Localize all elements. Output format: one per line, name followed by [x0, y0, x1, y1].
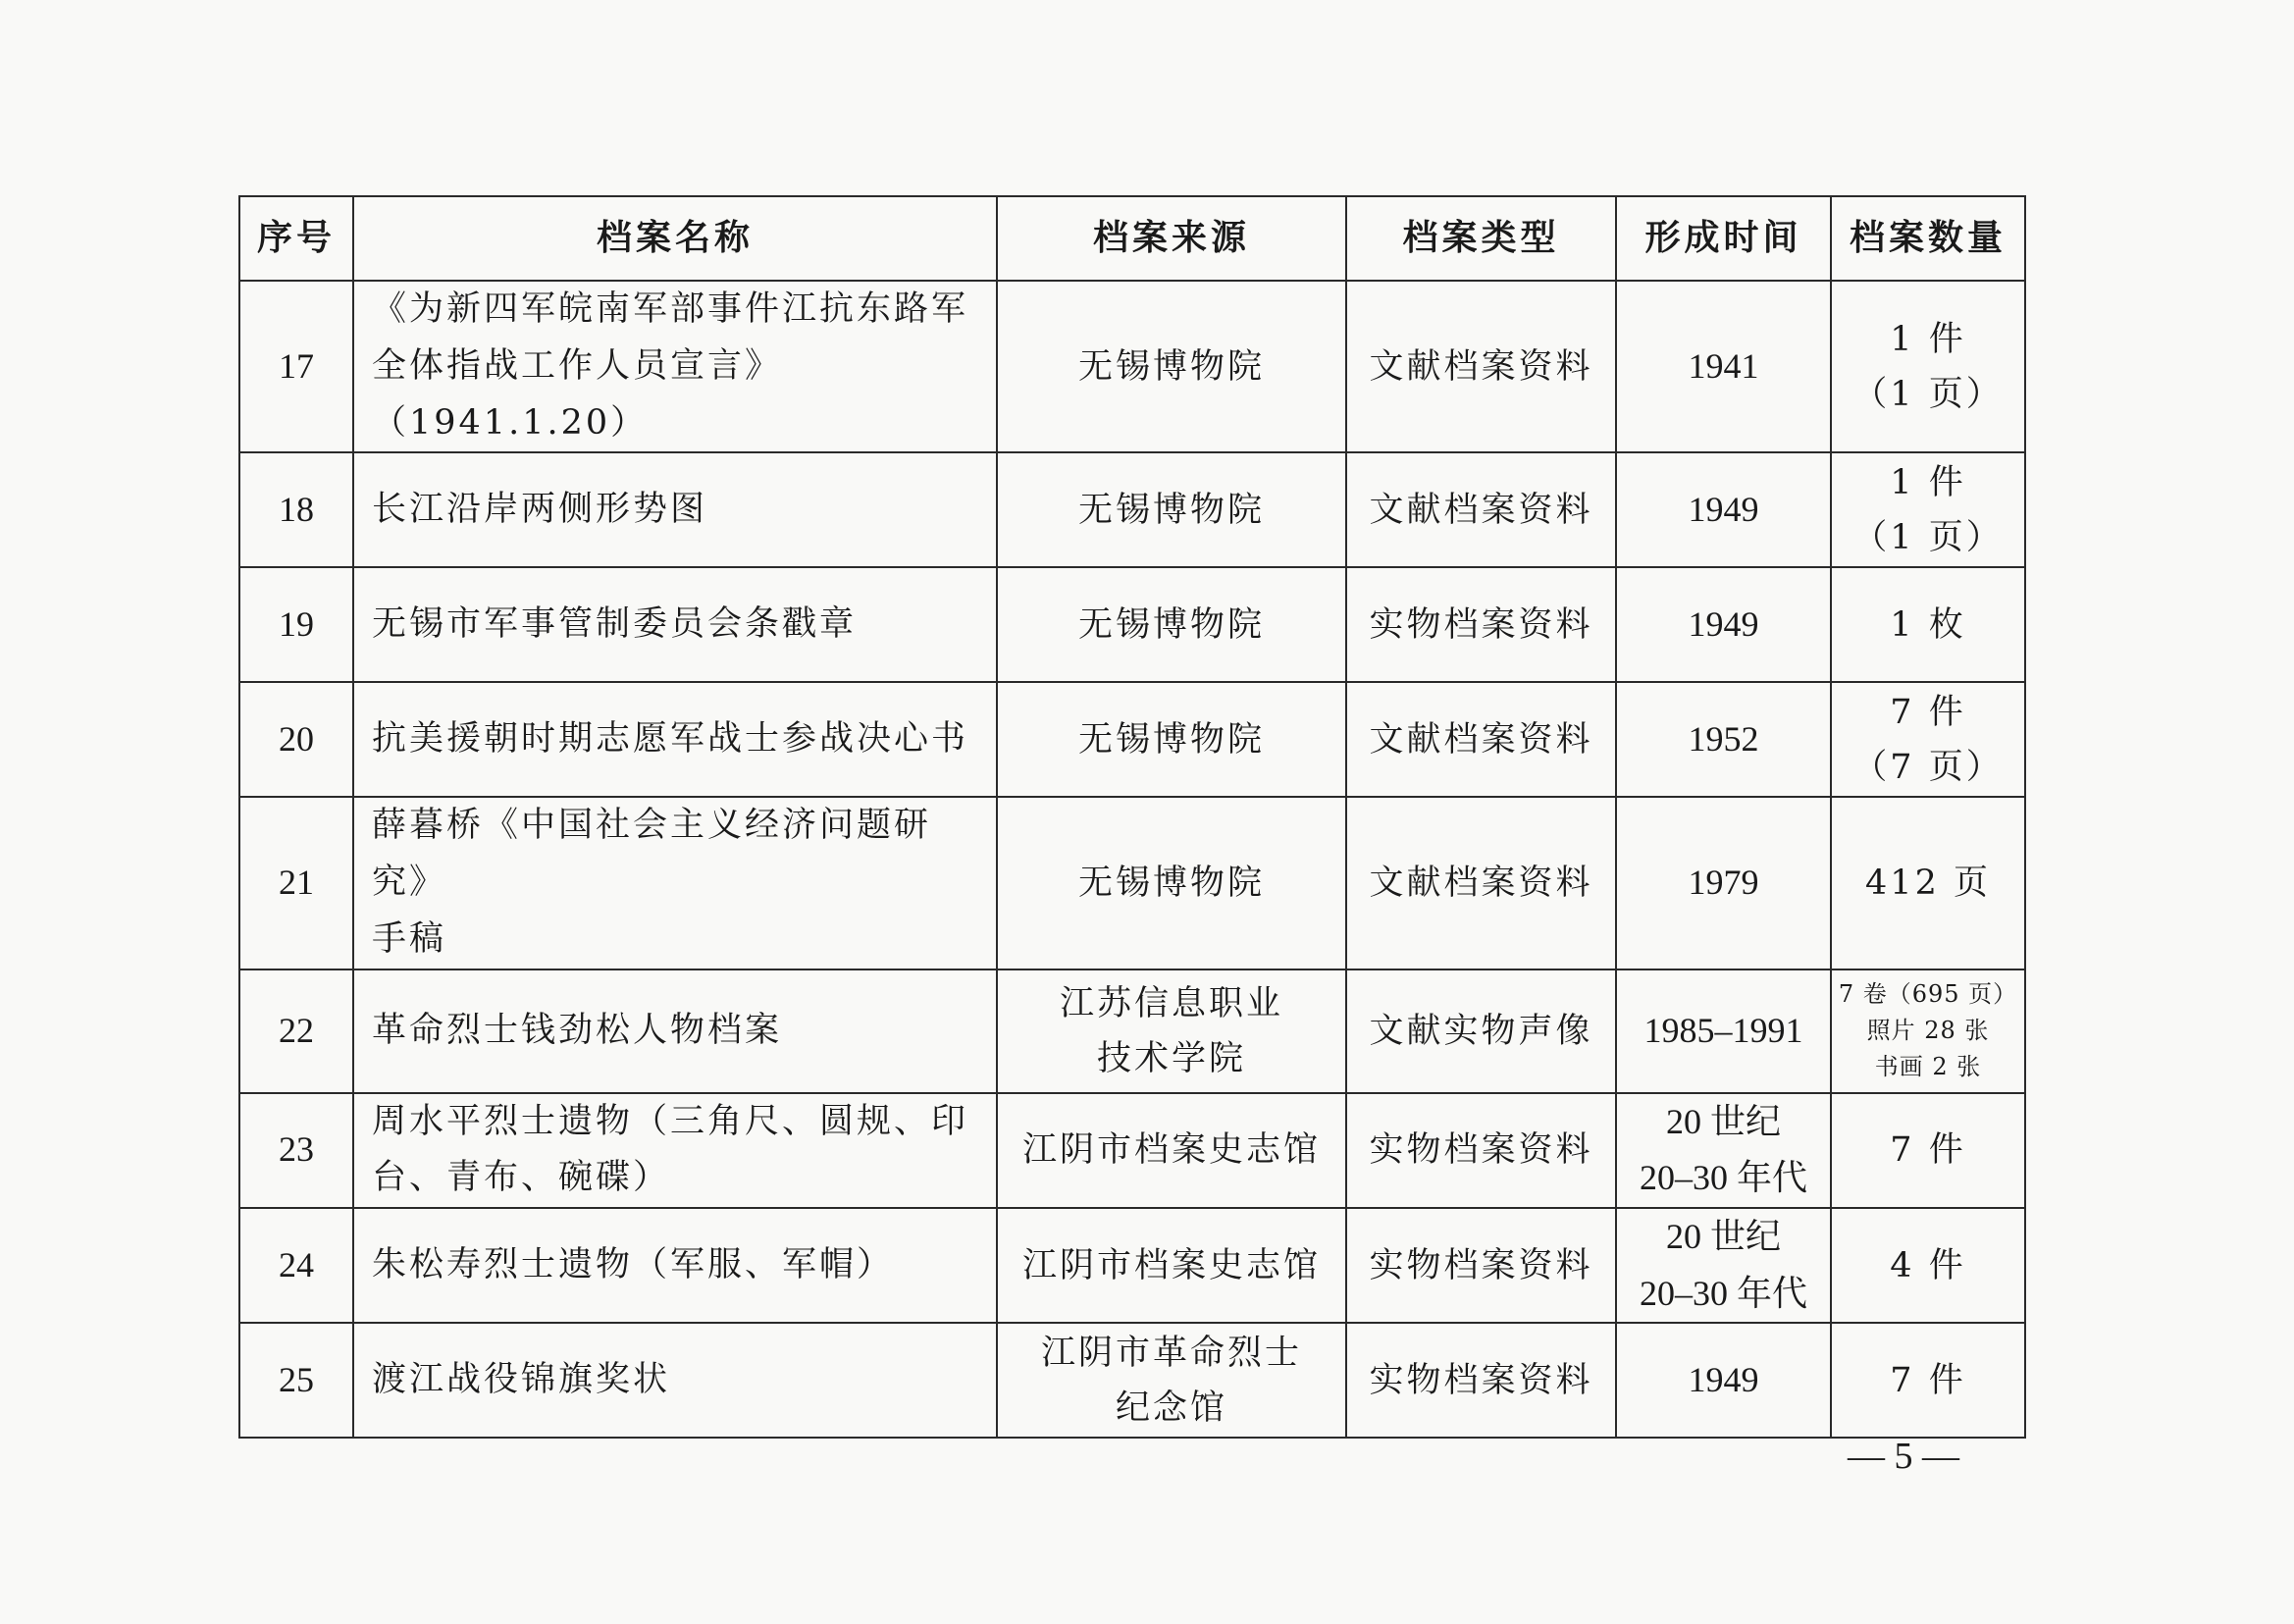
cell-line: 纪念馆 [1115, 1388, 1227, 1428]
cell-formation-time [1616, 1208, 1831, 1323]
cell-line: 无锡博物院 [1077, 863, 1265, 903]
cell-archive-type: 文献实物声像 [1346, 969, 1616, 1093]
table-row [239, 1093, 2025, 1209]
cell-archive-quantity [1831, 969, 2025, 1093]
table-row [239, 567, 2025, 682]
cell-archive-quantity [1831, 567, 2025, 682]
cell-line: 1949 [1688, 1359, 1759, 1399]
cell-archive-type: 实物档案资料 [1346, 1323, 1616, 1438]
cell-serial: 25 [239, 1323, 353, 1438]
cell-archive-source [997, 452, 1346, 567]
cell-archive-source [997, 567, 1346, 682]
header-formation-time: 形成时间 [1616, 196, 1831, 281]
cell-archive-name [353, 1208, 997, 1323]
table-body [239, 281, 2025, 1438]
cell-line: 技术学院 [1096, 1038, 1246, 1078]
cell-formation-time [1616, 281, 1831, 452]
header-archive-name: 档案名称 [353, 196, 997, 281]
cell-archive-type: 实物档案资料 [1346, 1093, 1616, 1209]
cell-archive-source [997, 1093, 1346, 1209]
cell-line: 台、青布、碗碟） [372, 1158, 671, 1198]
table-row [239, 969, 2025, 1093]
cell-archive-type: 实物档案资料 [1346, 567, 1616, 682]
cell-archive-name [353, 281, 997, 452]
cell-archive-quantity [1831, 1208, 2025, 1323]
cell-line: 江阴市档案史志馆 [1021, 1245, 1321, 1285]
cell-line: 抗美援朝时期志愿军战士参战决心书 [372, 718, 969, 759]
cell-formation-time [1616, 969, 1831, 1093]
cell-line: 1979 [1688, 863, 1759, 903]
table-row [239, 1208, 2025, 1323]
cell-formation-time [1616, 567, 1831, 682]
cell-archive-type: 实物档案资料 [1346, 1208, 1616, 1323]
cell-archive-source [997, 797, 1346, 969]
cell-archive-quantity [1831, 452, 2025, 567]
cell-serial: 17 [239, 281, 353, 452]
cell-line: 江阴市革命烈士 [1040, 1333, 1302, 1373]
cell-formation-time [1616, 1093, 1831, 1209]
cell-line: 20 世纪 [1665, 1101, 1781, 1141]
cell-archive-quantity [1831, 281, 2025, 452]
cell-archive-quantity [1831, 682, 2025, 797]
table-row [239, 797, 2025, 969]
cell-line: （1 页） [1852, 374, 2004, 414]
cell-serial: 20 [239, 682, 353, 797]
cell-archive-type: 文献档案资料 [1346, 797, 1616, 969]
cell-line: 无锡博物院 [1077, 490, 1265, 530]
table-row [239, 452, 2025, 567]
cell-archive-name [353, 797, 997, 969]
cell-line: 1941 [1688, 345, 1759, 386]
cell-line: 周水平烈士遗物（三角尺、圆规、印 [372, 1101, 969, 1141]
cell-line: 7 件 [1890, 1130, 1966, 1171]
cell-archive-source [997, 281, 1346, 452]
cell-line: 薛暮桥《中国社会主义经济问题研究》 [372, 806, 932, 902]
cell-line: 江苏信息职业 [1059, 983, 1283, 1023]
cell-line: 1952 [1688, 718, 1759, 759]
cell-formation-time [1616, 452, 1831, 567]
cell-archive-type: 文献档案资料 [1346, 682, 1616, 797]
cell-archive-quantity [1831, 1323, 2025, 1438]
table-row [239, 281, 2025, 452]
header-archive-type: 档案类型 [1346, 196, 1616, 281]
header-serial: 序号 [239, 196, 353, 281]
cell-formation-time [1616, 797, 1831, 969]
cell-line: 渡江战役锦旗奖状 [372, 1359, 671, 1399]
archive-table [238, 195, 2026, 1439]
cell-line: 朱松寿烈士遗物（军服、军帽） [372, 1244, 895, 1284]
cell-line: （7 页） [1852, 747, 2004, 787]
cell-line: 1985–1991 [1643, 1010, 1803, 1050]
cell-serial: 18 [239, 452, 353, 567]
cell-line: 无锡博物院 [1077, 346, 1265, 387]
cell-line: 1 枚 [1890, 604, 1966, 645]
cell-line: 1 件 [1890, 319, 1966, 359]
cell-serial: 23 [239, 1093, 353, 1209]
cell-archive-name [353, 682, 997, 797]
header-archive-quantity: 档案数量 [1831, 196, 2025, 281]
table-row [239, 1323, 2025, 1438]
cell-line: 无锡博物院 [1077, 719, 1265, 760]
cell-line: 7 件 [1890, 692, 1966, 732]
cell-line: 长江沿岸两侧形势图 [372, 489, 708, 529]
cell-archive-source [997, 969, 1346, 1093]
cell-line: 20–30 年代 [1639, 1158, 1807, 1198]
cell-line: 无锡博物院 [1077, 604, 1265, 645]
cell-line: 20 世纪 [1665, 1217, 1781, 1256]
cell-formation-time [1616, 1323, 1831, 1438]
cell-line: （1 页） [1852, 517, 2004, 557]
cell-line: 书画 2 张 [1874, 1053, 1982, 1081]
cell-line: 《为新四军皖南军部事件江抗东路军 [372, 289, 969, 329]
cell-line: 全体指战工作人员宣言》（1941.1.20） [372, 345, 783, 443]
cell-line: 江阴市档案史志馆 [1021, 1130, 1321, 1171]
table-header-row [239, 196, 2025, 281]
cell-line: 20–30 年代 [1639, 1273, 1807, 1313]
cell-serial: 21 [239, 797, 353, 969]
cell-archive-name [353, 1093, 997, 1209]
cell-line: 7 卷（695 页） [1838, 979, 2018, 1008]
header-archive-source: 档案来源 [997, 196, 1346, 281]
cell-archive-quantity [1831, 1093, 2025, 1209]
cell-line: 照片 28 张 [1866, 1016, 1990, 1044]
cell-archive-source [997, 1323, 1346, 1438]
cell-archive-name [353, 567, 997, 682]
cell-line: 手稿 [372, 918, 447, 959]
cell-archive-name [353, 1323, 997, 1438]
cell-serial: 22 [239, 969, 353, 1093]
cell-archive-source [997, 1208, 1346, 1323]
cell-archive-quantity [1831, 797, 2025, 969]
cell-formation-time [1616, 682, 1831, 797]
cell-archive-type: 文献档案资料 [1346, 281, 1616, 452]
cell-archive-name [353, 452, 997, 567]
cell-line: 412 页 [1865, 863, 1991, 903]
page-number: — 5 — [1848, 1436, 1959, 1477]
cell-line: 1949 [1688, 489, 1759, 529]
cell-serial: 19 [239, 567, 353, 682]
cell-line: 7 件 [1890, 1360, 1966, 1400]
cell-archive-source [997, 682, 1346, 797]
cell-line: 无锡市军事管制委员会条戳章 [372, 603, 858, 644]
cell-line: 革命烈士钱劲松人物档案 [372, 1010, 783, 1050]
cell-line: 1 件 [1890, 462, 1966, 502]
table-row [239, 682, 2025, 797]
cell-line: 1949 [1688, 603, 1759, 644]
cell-archive-type: 文献档案资料 [1346, 452, 1616, 567]
cell-serial: 24 [239, 1208, 353, 1323]
cell-archive-name [353, 969, 997, 1093]
cell-line: 4 件 [1890, 1245, 1966, 1285]
